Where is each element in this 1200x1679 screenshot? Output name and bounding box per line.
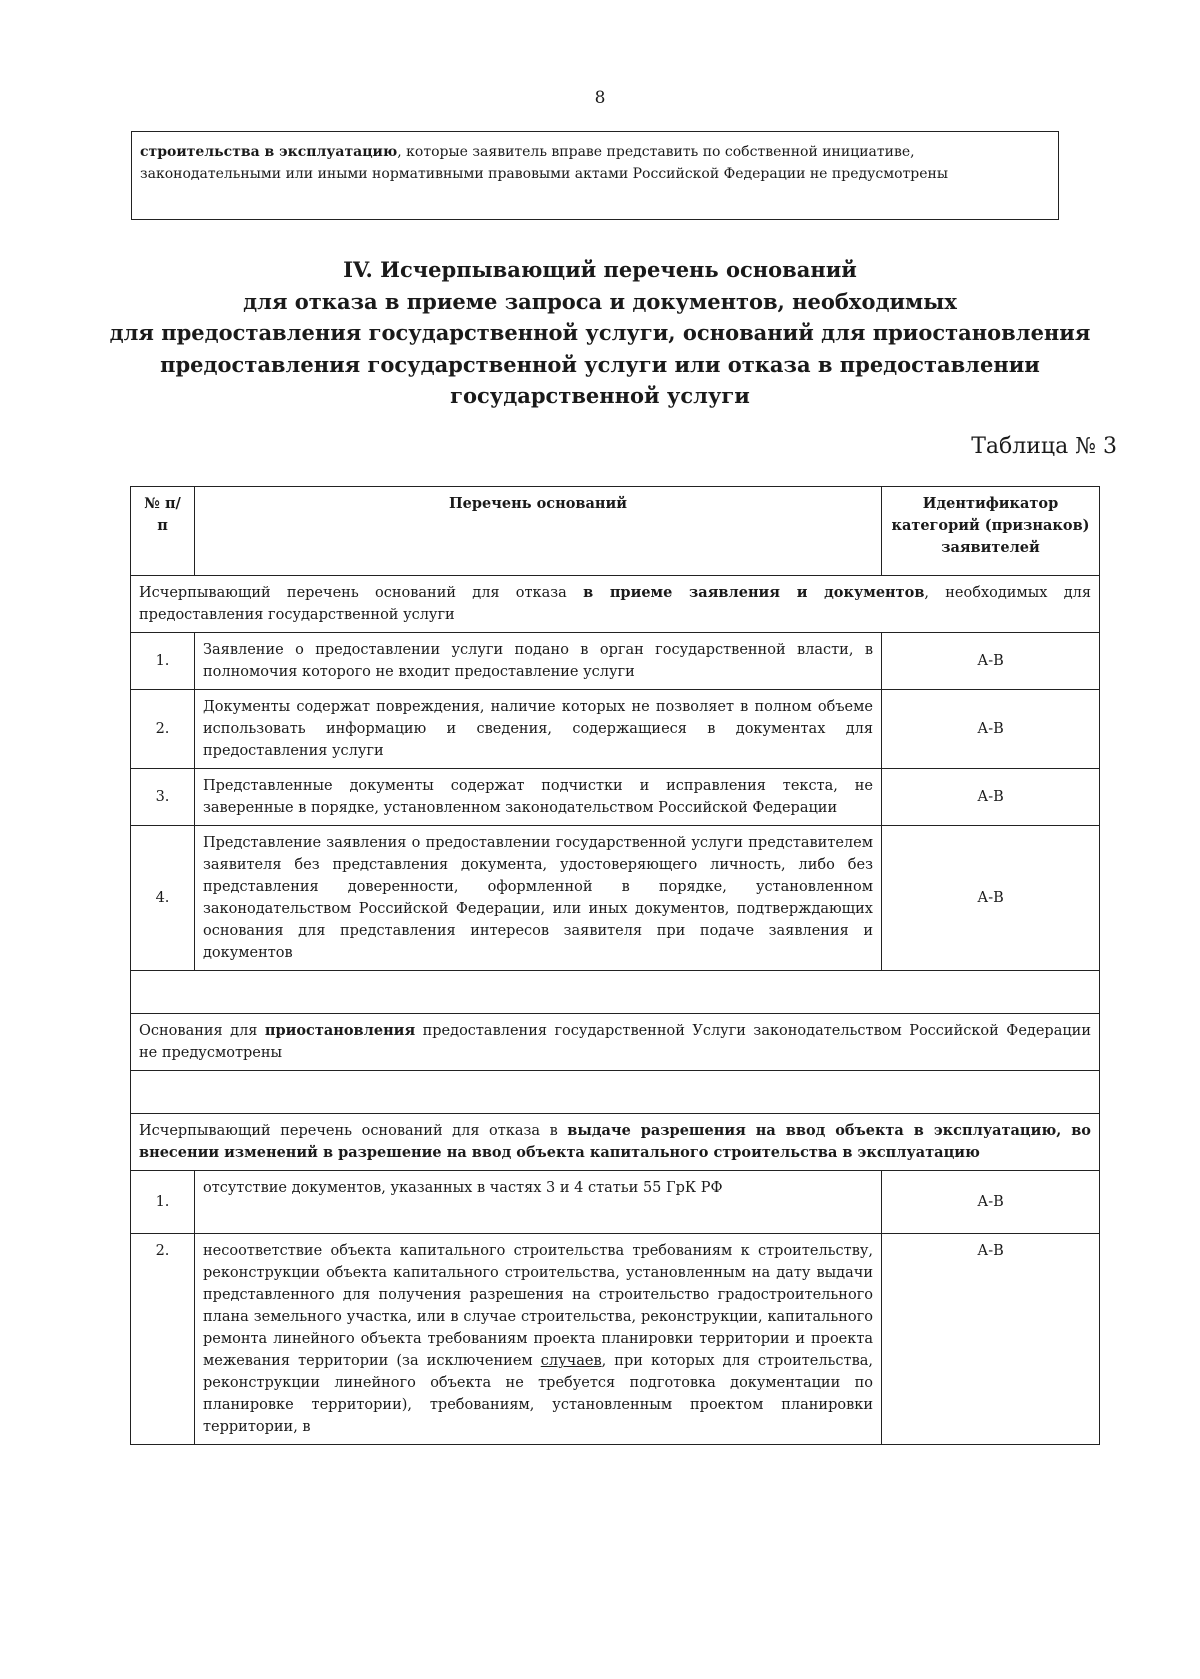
heading-line: для предоставления государственной услуги, оснований для приостановления — [109, 320, 1091, 345]
row-identifier: А-В — [882, 690, 1100, 769]
row-text: Заявление о предоставлении услуги подано в орган государственной власти, в полномочия которого не входит предоставление услуги — [195, 633, 882, 690]
section-suspension: Основания для приостановления предоставления государственной Услуги законодательством Российской Федерации не предусмотрены — [131, 1014, 1100, 1071]
heading-line: государственной услуги — [450, 383, 750, 408]
table-row — [131, 1234, 1100, 1445]
heading-line: предоставления государственной услуги или отказа в предоставлении — [160, 351, 1040, 377]
row-identifier: А-В — [882, 769, 1100, 826]
table-row — [131, 826, 1100, 971]
section-heading — [100, 254, 1100, 412]
row-num: 1. — [131, 633, 195, 690]
empty-row — [131, 1071, 1100, 1114]
continuation-text: , которые заявитель вправе представить по собственной инициативе, законодательными или иными нормативными правовыми актами Российской Федерации не предусмотрены — [140, 144, 948, 182]
table-label: Таблица № 3 — [971, 434, 1117, 459]
row-text: отсутствие документов, указанных в частях 3 и 4 статьи 55 ГрК РФ — [195, 1171, 882, 1234]
table-row — [131, 690, 1100, 769]
continuation-bold-text: строительства в эксплуатацию — [140, 144, 398, 160]
section-row — [131, 576, 1100, 633]
table-row — [131, 1171, 1100, 1234]
row-num: 4. — [131, 826, 195, 971]
row-text: Представление заявления о предоставлении государственной услуги представителем заявителя без представления документа, удостоверяющего личность, либо без представления доверенности, оформленной в порядке, установленном законодательством Российской Федерации, или иных документов, подтверждающих основания для представления интересов заявителя при подаче заявления и документов — [195, 826, 882, 971]
header-grounds: Перечень оснований — [195, 487, 882, 576]
table-header-row — [131, 487, 1100, 576]
page-number: 8 — [594, 88, 606, 108]
row-identifier: А-В — [882, 826, 1100, 971]
section-refusal-acceptance: Исчерпывающий перечень оснований для отказа в приеме заявления и документов, необходимых для предоставления государственной услуги — [131, 576, 1100, 633]
grounds-table — [130, 486, 1100, 1445]
section-refusal-permit: Исчерпывающий перечень оснований для отказа в выдаче разрешения на ввод объекта в эксплуатацию, во внесении изменений в разрешение на ввод объекта капитального строительства в эксплуатацию — [131, 1114, 1100, 1171]
row-num: 2. — [131, 690, 195, 769]
row-text: Представленные документы содержат подчистки и исправления текста, не заверенные в порядке, установленном законодательством Российской Федерации — [195, 769, 882, 826]
row-identifier: А-В — [882, 1171, 1100, 1234]
section-row — [131, 1114, 1100, 1171]
header-identifier: Идентификатор категорий (признаков) заявителей — [882, 487, 1100, 576]
table-row — [131, 769, 1100, 826]
empty-cell — [131, 1071, 1100, 1114]
row-identifier: А-В — [882, 633, 1100, 690]
cases-link[interactable]: случаев — [540, 1353, 602, 1369]
row-num: 3. — [131, 769, 195, 826]
empty-cell — [131, 971, 1100, 1014]
heading-line: для отказа в приеме запроса и документов, необходимых — [243, 288, 957, 314]
row-identifier: А-В — [882, 1234, 1100, 1445]
row-num: 1. — [131, 1171, 195, 1234]
header-num: № п/п — [131, 487, 195, 576]
empty-row — [131, 971, 1100, 1014]
heading-line: IV. Исчерпывающий перечень оснований — [343, 257, 857, 282]
row-text: Документы содержат повреждения, наличие которых не позволяет в полном объеме использовать информацию и сведения, содержащиеся в документах для предоставления услуги — [195, 690, 882, 769]
table-row — [131, 633, 1100, 690]
row-num: 2. — [131, 1234, 195, 1445]
section-row — [131, 1014, 1100, 1071]
row-text: несоответствие объекта капитального строительства требованиям к строительству, реконструкции объекта капитального строительства, установленным на дату выдачи представленного для получения разрешения на строительство градостроительного плана земельного участка, или в случае строительства, реконструкции, капитального ремонта линейного объекта требованиям проекта планировки территории и проекта межевания территории (за исключением случаев, при которых для строительства, реконструкции линейного объекта не требуется подготовка документации по планировке территории), требованиям, установленным проектом планировки территории, в — [195, 1234, 882, 1445]
continuation-box — [131, 131, 1059, 220]
